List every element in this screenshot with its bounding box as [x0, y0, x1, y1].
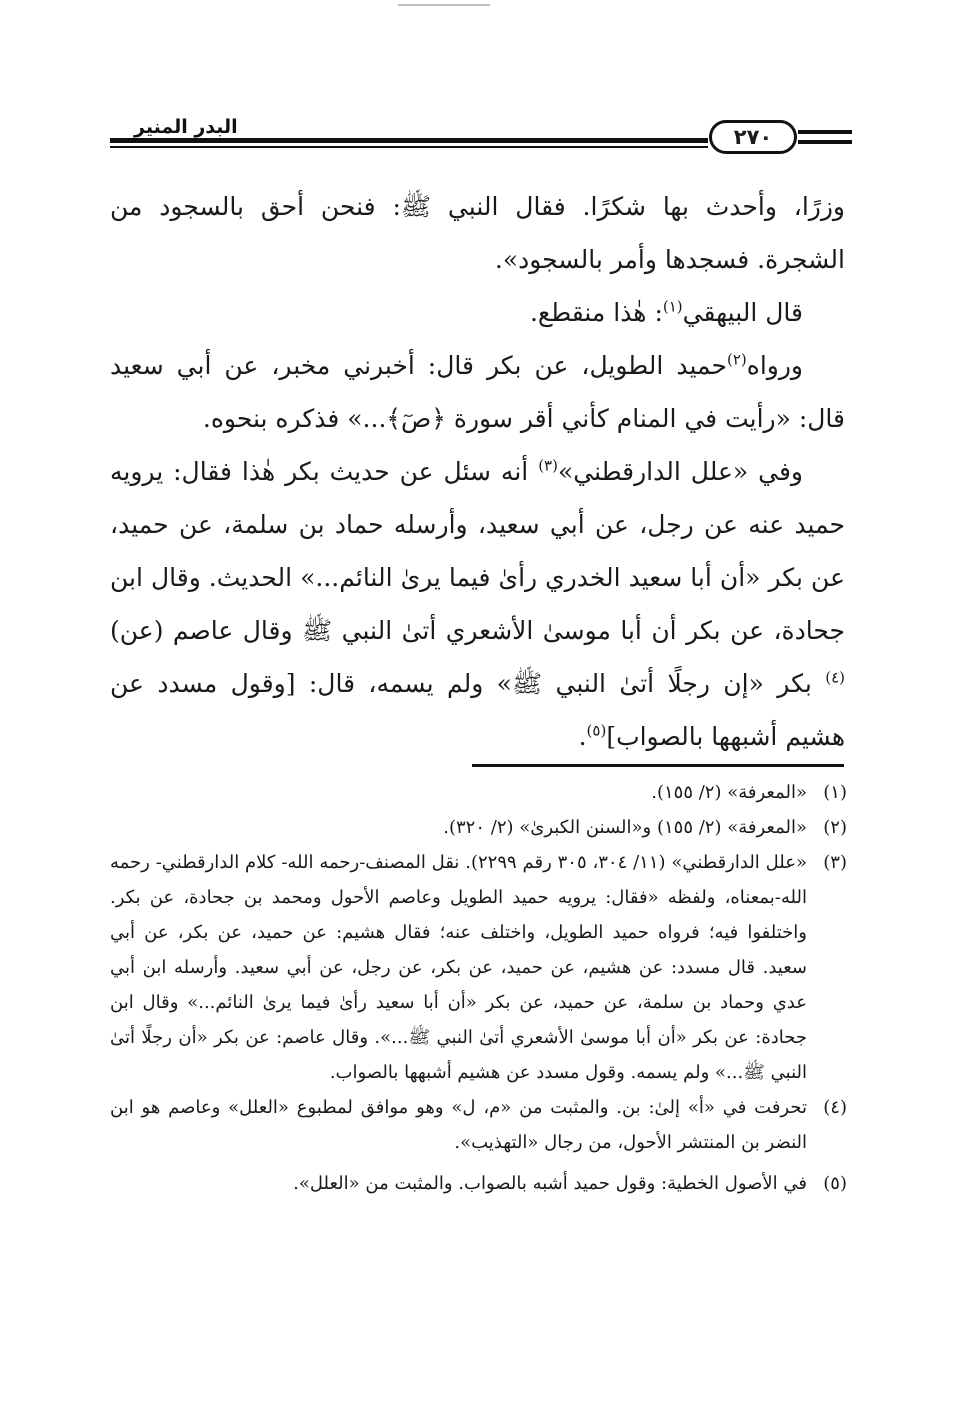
footnote-number: (٢): [823, 817, 847, 838]
paragraph-1: وزرًا، وأحدث بها شكرًا. فقال النبي ﷺ: فنحن أحق بالسجود من الشجرة. فسجدها وأمر بالسجود».: [110, 192, 845, 274]
paragraph-2: [110, 286, 845, 339]
text-run: بكر «إن رجلًا أتىٰ النبي ﷺ» ولم يسمه، قال: [وقول مسدد عن هشيم أشبهها بالصواب]: [110, 669, 845, 751]
text-run: : هٰذا منقطع.: [529, 298, 663, 327]
footnote-number: (٥): [823, 1173, 847, 1194]
text-run: حميد الطويل، عن بكر قال: أخبرني مخبر، عن أبي سعيد قال: «رأيت في المنام كأني أقر سورة ﴿صٓ﴾...» فذكره بنحوه.: [110, 351, 845, 433]
main-text: [110, 180, 845, 763]
paragraph-4: [110, 445, 845, 763]
footnote-number: (٣): [823, 852, 847, 873]
header-dash-bottom: [798, 140, 852, 144]
top-edge-mark: [398, 4, 490, 6]
footnote-3: [110, 845, 847, 1090]
header-rule-thin: [110, 146, 708, 148]
footnote-ref-1[interactable]: (١): [662, 297, 683, 316]
footnote-separator: [472, 764, 844, 767]
text-run: أنه سئل عن حديث بكر هٰذا فقال: يرويه حميد عنه عن رجل، عن أبي سعيد، وأرسله حماد بن سلمة، عن حميد، عن بكر «أن أبا سعيد الخدري رأىٰ فيما يرىٰ النائم...» الحديث. وقال ابن جحادة، عن بكر أن أبا موسىٰ الأشعري أتىٰ النبي ﷺ وقال عاصم (عن): [110, 457, 845, 645]
footnote-5: [110, 1166, 847, 1201]
page-header: [110, 108, 852, 158]
text-run: .: [578, 722, 587, 751]
text-run: وفي «علل الدارقطني»: [557, 457, 803, 486]
footnote-1: [110, 775, 847, 810]
footnote-ref-5[interactable]: (٥): [586, 721, 607, 740]
footnote-text: «المعرفة» (٢/ ١٥٥).: [651, 782, 807, 803]
footnote-text: في الأصول الخطية: وقول حميد أشبه بالصواب. والمثبت من «العلل».: [293, 1173, 807, 1194]
footnote-4: [110, 1090, 847, 1160]
footnote-text: تحرفت في «أ» إلىٰ: بن. والمثبت من «م، ل» وهو موافق لمطبوع «العلل» وعاصم هو ابن النضر بن المنتشر الأحول، من رجال «التهذيب».: [110, 1097, 807, 1153]
footnote-2: [110, 810, 847, 845]
page-number: ٢٧٠: [709, 120, 797, 154]
header-dash-top: [798, 130, 852, 134]
footnote-number: (١): [823, 782, 847, 803]
text-run: ورواه: [746, 351, 803, 380]
footnote-text: «علل الدارقطني» (١١/ ٣٠٤، ٣٠٥ رقم ٢٢٩٩). نقل المصنف-رحمه الله- كلام الدارقطني- رحمه الله-بمعناه، ولفظه «فقال: يرويه حميد الطويل وعاصم الأحول ومحمد بن جحادة، عن بكر. واختلفوا فيه؛ فرواه حميد الطويل، واختلف عنه؛ فقال هشيم: عن حميد، عن بكر، عن أبي سعيد. قال مسدد: عن هشيم، عن حميد، عن بكر، عن رجل، عن أبي سعيد. وأرسله ابن أبي عدي وحماد بن سلمة، عن حميد، عن بكر «أن أبا سعيد رأىٰ فيما يرىٰ النائم...» وقال ابن جحادة: عن بكر «أن أبا موسىٰ الأشعري أتىٰ النبي ﷺ...». وقال عاصم: عن بكر «أن رجلًا أتىٰ النبي ﷺ...» ولم يسمه. وقول مسدد عن هشيم أشبهها بالصواب.: [110, 852, 807, 1083]
footnote-text: «المعرفة» (٢/ ١٥٥) و«السنن الكبرىٰ» (٢/ ٣٢٠).: [443, 817, 807, 838]
footnote-ref-3[interactable]: (٣): [538, 456, 558, 475]
paragraph-3: [110, 339, 845, 445]
footnote-ref-4[interactable]: (٤): [825, 668, 845, 687]
text-run: قال البيهقي: [682, 298, 803, 327]
footnote-ref-2[interactable]: (٢): [726, 350, 747, 369]
footnotes: [110, 775, 847, 1201]
running-title: البدر المنير: [134, 116, 238, 138]
footnote-number: (٤): [823, 1097, 847, 1118]
header-rule-thick: [110, 138, 708, 143]
